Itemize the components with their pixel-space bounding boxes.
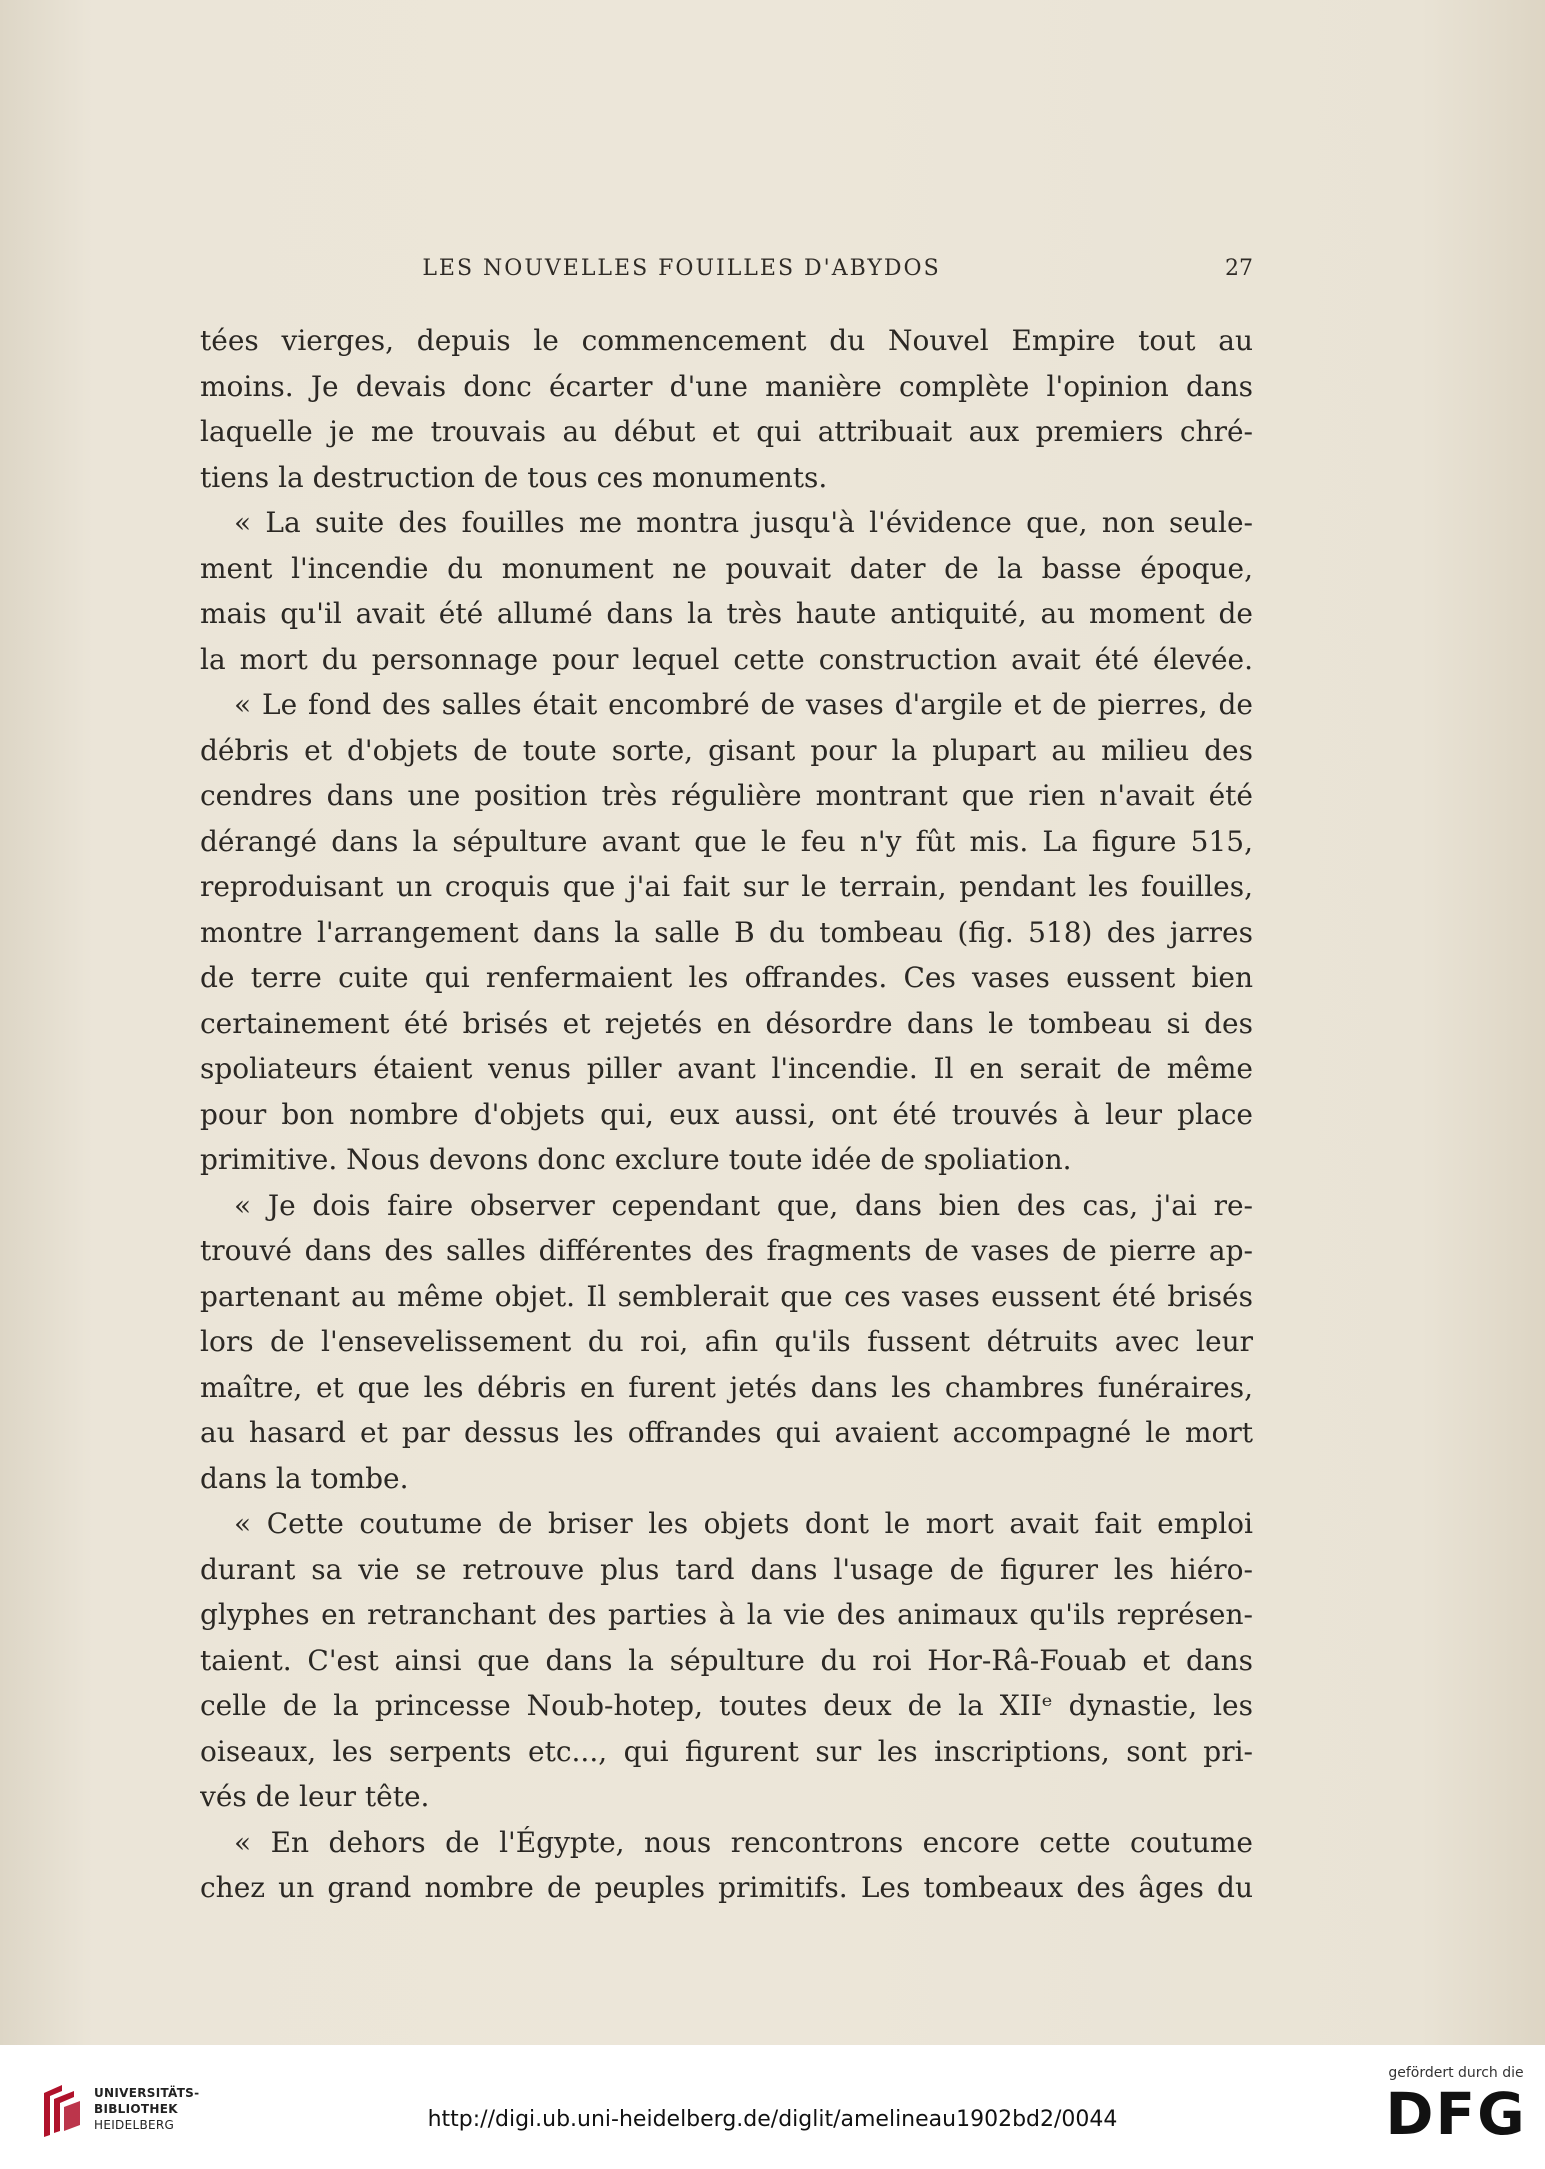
library-name-line: BIBLIOTHEK: [94, 2102, 178, 2116]
text-line: au hasard et par dessus les offrandes qui avaient accompagné le mort: [200, 1416, 1253, 1449]
text-line: vés de leur tête.: [200, 1780, 430, 1813]
paragraph-1: [200, 318, 1253, 500]
paragraph-5: [200, 1501, 1253, 1820]
text-line: primitive. Nous devons donc exclure toute idée de spoliation.: [200, 1143, 1072, 1176]
text-line: mais qu'il avait été allumé dans la très haute antiquité, au moment de: [200, 597, 1253, 630]
source-url-link[interactable]: http://digi.ub.uni-heidelberg.de/diglit/amelineau1902bd2/0044: [427, 2107, 1118, 2132]
text-line: « Cette coutume de briser les objets dont le mort avait fait emploi: [234, 1507, 1253, 1540]
text-line: cendres dans une position très régulière montrant que rien n'avait été: [200, 779, 1253, 812]
text-line: ment l'incendie du monument ne pouvait dater de la basse époque,: [200, 551, 1253, 585]
text-line: oiseaux, les serpents etc..., qui figurent sur les inscriptions, sont pri-: [200, 1734, 1253, 1768]
text-line: pour bon nombre d'objets qui, eux aussi, ont été trouvés à leur place: [200, 1097, 1253, 1131]
funder-block: [1381, 2065, 1531, 2147]
text-line: « La suite des fouilles me montra jusqu'à l'évidence que, non seule-: [234, 506, 1253, 539]
paragraph-3: [200, 682, 1253, 1183]
text-line: certainement été brisés et rejetés en désordre dans le tombeau si des: [200, 1006, 1253, 1040]
text-line: lors de l'ensevelissement du roi, afin qu'ils fussent détruits avec leur: [200, 1325, 1253, 1358]
text-line: montre l'arrangement dans la salle B du tombeau (fig. 518) des jarres: [200, 915, 1253, 949]
text-line: chez un grand nombre de peuples primitifs. Les tombeaux des âges du: [200, 1871, 1253, 1904]
text-line: « Je dois faire observer cependant que, dans bien des cas, j'ai re-: [234, 1188, 1253, 1222]
text-line: de terre cuite qui renfermaient les offrandes. Ces vases eussent bien: [200, 961, 1253, 994]
paragraph-6: [200, 1820, 1253, 1911]
text-line: taient. C'est ainsi que dans la sépulture du roi Hor-Râ-Fouab et dans: [200, 1643, 1253, 1677]
text-line: durant sa vie se retrouve plus tard dans l'usage de figurer les hiéro-: [200, 1552, 1253, 1586]
text-line: dérangé dans la sépulture avant que le feu n'y fût mis. La figure 515,: [200, 824, 1253, 858]
text-line: dans la tombe.: [200, 1461, 409, 1495]
body-text: [200, 318, 1253, 1911]
text-line: « En dehors de l'Égypte, nous rencontrons encore cette coutume: [234, 1825, 1253, 1859]
text-line: la mort du personnage pour lequel cette construction avait été élevée.: [200, 642, 1253, 676]
running-title: LES NOUVELLES FOUILLES D'ABYDOS: [422, 256, 941, 281]
paragraph-4: [200, 1183, 1253, 1502]
text-line: tiens la destruction de tous ces monuments.: [200, 460, 828, 494]
text-line: laquelle je me trouvais au début et qui attribuait aux premiers chré-: [200, 415, 1253, 448]
text-line: moins. Je devais donc écarter d'une manière complète l'opinion dans: [200, 369, 1253, 403]
text-line: celle de la princesse Noub-hotep, toutes deux de la XIIᵉ dynastie, les: [200, 1689, 1253, 1722]
library-name-line: UNIVERSITÄTS-: [94, 2086, 200, 2100]
text-line: débris et d'objets de toute sorte, gisant pour la plupart au milieu des: [200, 733, 1253, 767]
text-line: partenant au même objet. Il semblerait que ces vases eussent été brisés: [200, 1279, 1253, 1313]
library-name-line: HEIDELBERG: [94, 2118, 175, 2132]
funding-label: gefördert durch die: [1388, 2065, 1524, 2081]
text-line: trouvé dans des salles différentes des fragments de vases de pierre ap-: [200, 1234, 1253, 1267]
dfg-logo-icon: DFG: [1385, 2080, 1527, 2148]
text-line: reproduisant un croquis que j'ai fait sur le terrain, pendant les fouilles,: [200, 870, 1253, 903]
text-line: tées vierges, depuis le commencement du Nouvel Empire tout au: [200, 324, 1253, 357]
paragraph-2: [200, 500, 1253, 682]
digitization-footer: [0, 2045, 1545, 2169]
page-number: 27: [1225, 256, 1253, 281]
text-line: « Le fond des salles était encombré de vases d'argile et de pierres, de: [234, 688, 1253, 721]
text-line: spoliateurs étaient venus piller avant l'incendie. Il en serait de même: [200, 1052, 1253, 1085]
running-head: [200, 256, 1253, 296]
text-line: maître, et que les débris en furent jetés dans les chambres funéraires,: [200, 1370, 1253, 1404]
text-line: glyphes en retranchant des parties à la vie des animaux qu'ils représen-: [200, 1598, 1253, 1631]
